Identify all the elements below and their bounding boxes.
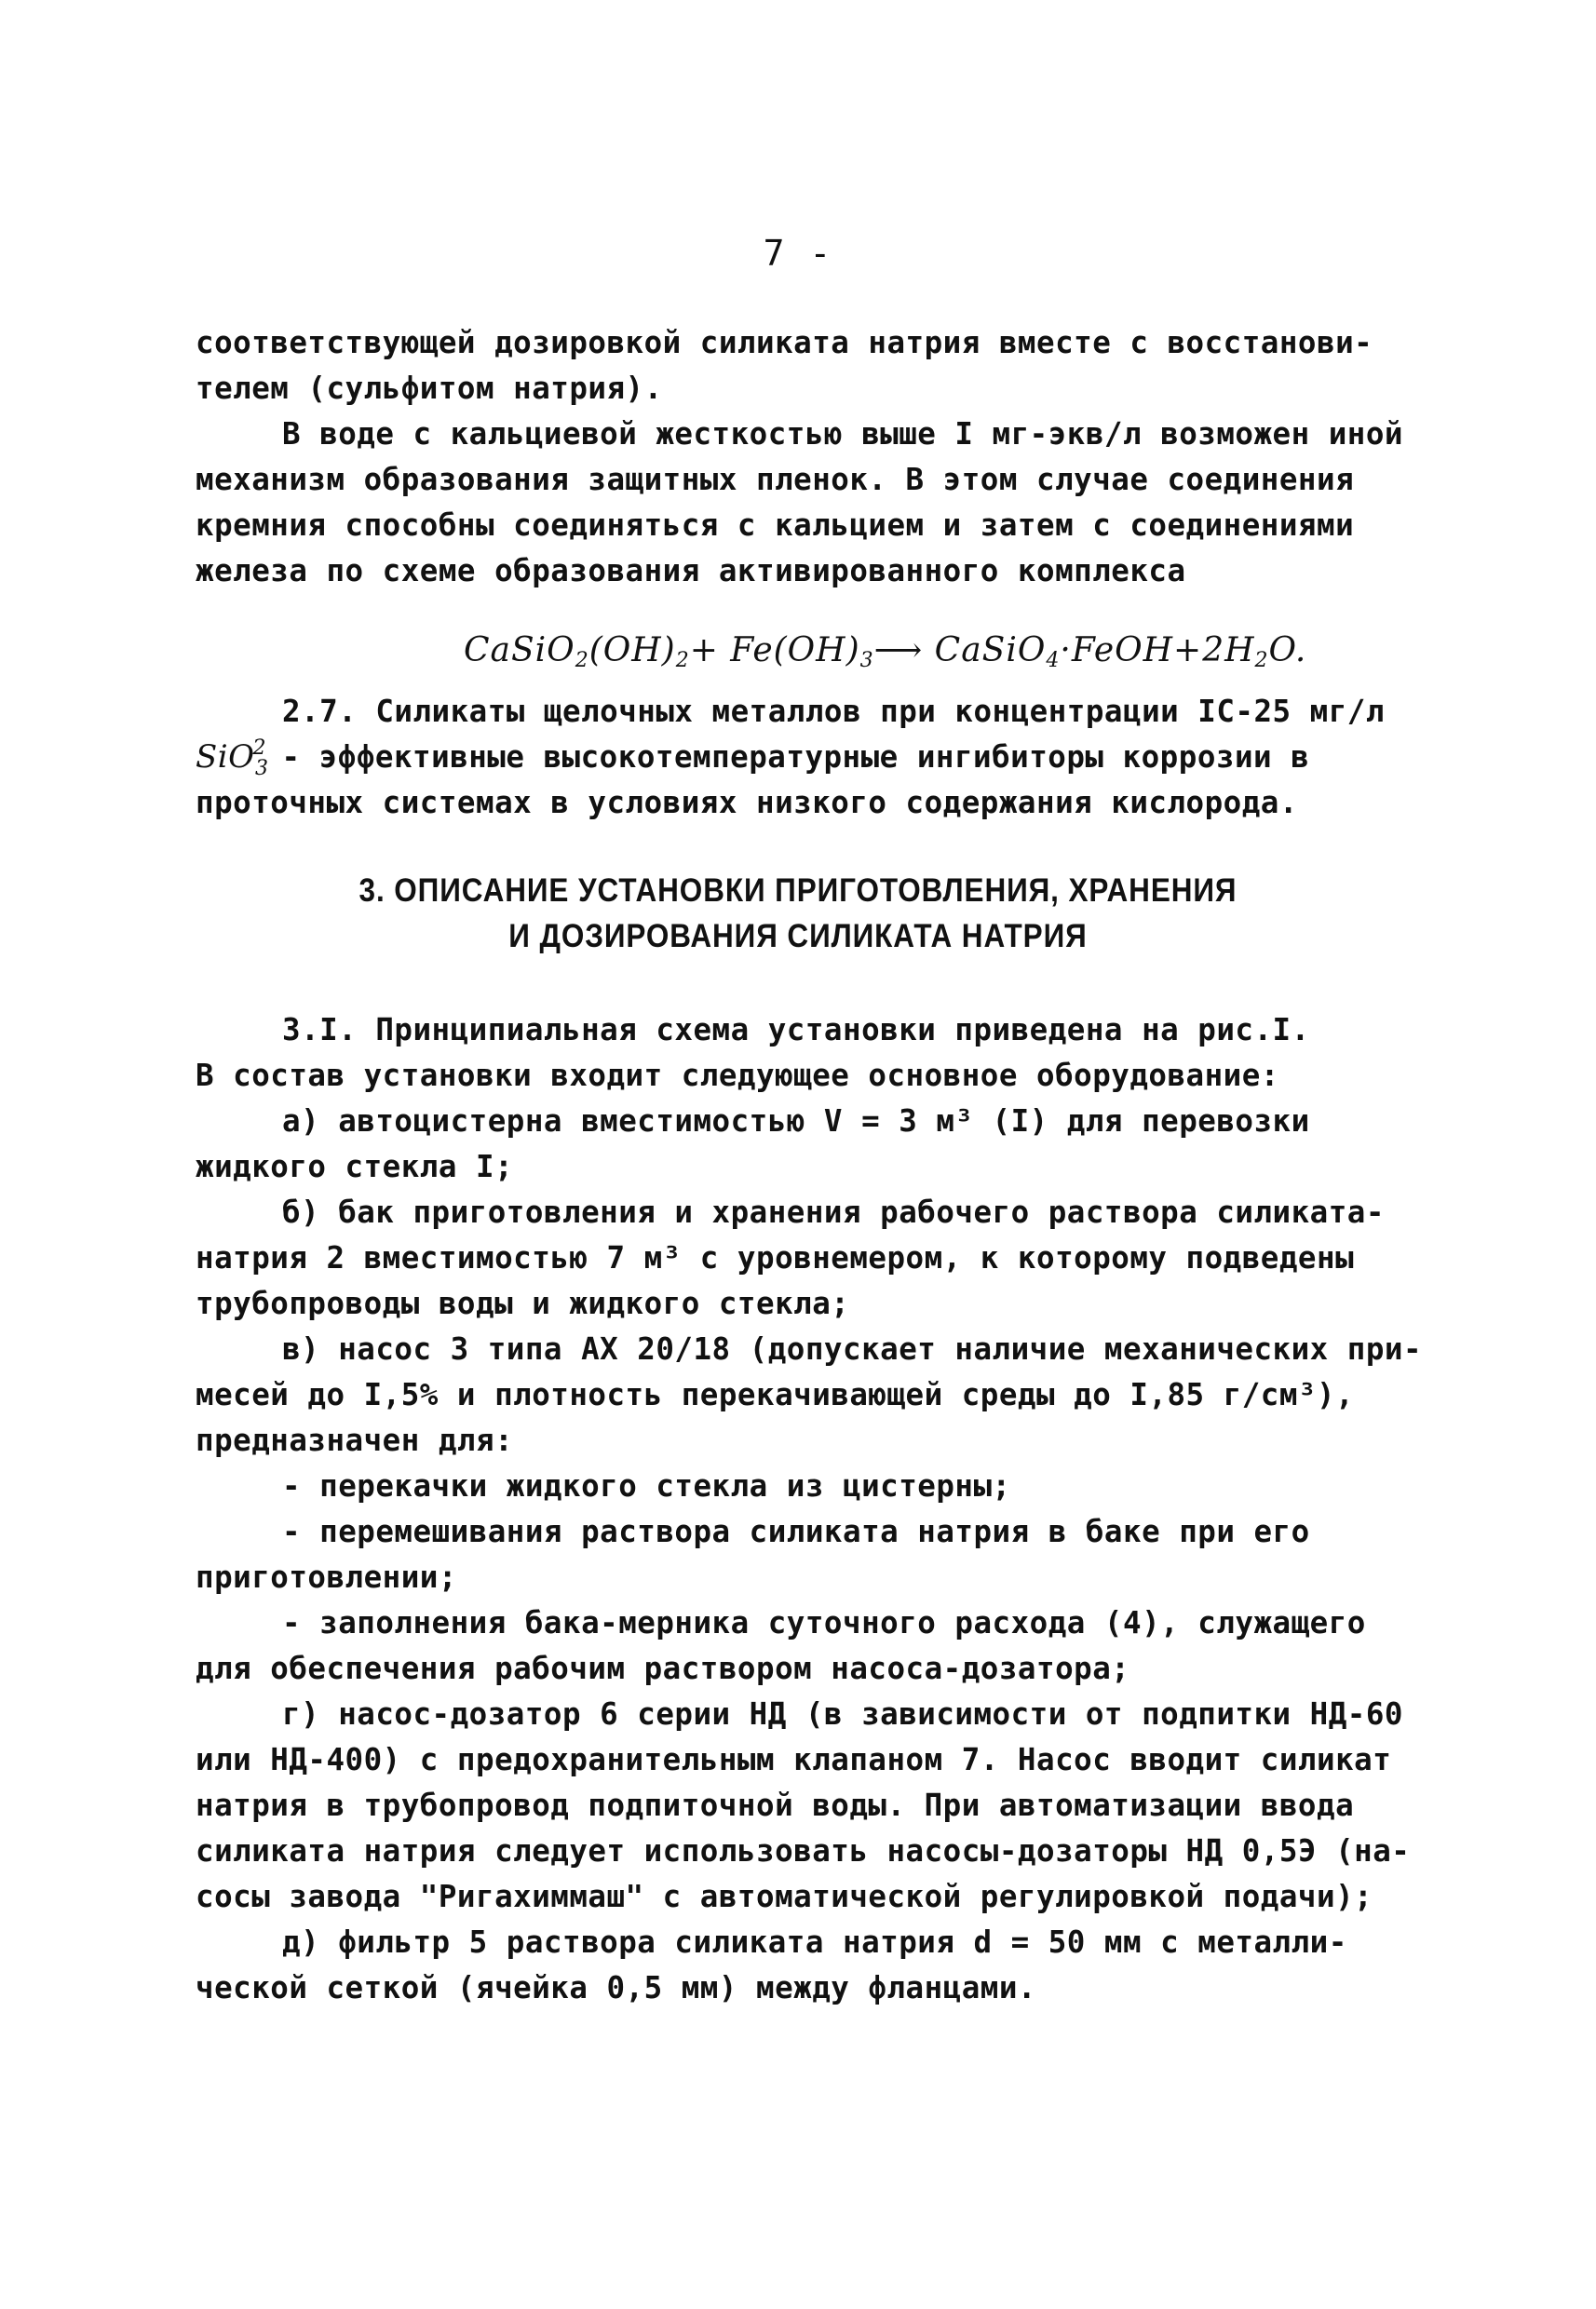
text-line: ческой сеткой (ячейка 0,5 мм) между фланцами. — [196, 1970, 1036, 2005]
text-line: жидкого стекла I; — [196, 1149, 514, 1184]
text-line: приготовлении; — [196, 1560, 457, 1595]
section-2-7-line: 2.7. Силикаты щелочных металлов при концентрации IC-25 мг/л — [282, 694, 1385, 729]
list-item: в) насос 3 типа АХ 20/18 (допускает наличие механических при- — [282, 1331, 1423, 1367]
chemical-formula: $CaSiO_2(OH)_2+$ $Fe(OH)_3⟶$ $CaSiO_4\cdot FeOH+2H_2O$. — [464, 631, 1307, 672]
section-2-7-line: проточных системах в условиях низкого содержания кислорода. — [196, 785, 1298, 820]
text-line: сосы завода "Ригахиммаш" с автоматической регулировкой подачи); — [196, 1879, 1373, 1914]
text-line: железа по схеме образования активированного комплекса — [196, 553, 1186, 588]
text-line: 3.I. Принципиальная схема установки приведена на рис.I. — [282, 1012, 1310, 1047]
text-line: натрия в трубопровод подпиточной воды. При автоматизации ввода — [196, 1788, 1355, 1823]
text-line: телем (сульфитом натрия). — [196, 371, 663, 406]
text-line: В состав установки входит следующее основное оборудование: — [196, 1058, 1279, 1093]
section-heading: 3. ОПИСАНИЕ УСТАНОВКИ ПРИГОТОВЛЕНИЯ, ХРАНЕНИЯ — [358, 872, 1238, 909]
text-line: соответствующей дозировкой силиката натрия вместе с восстанови- — [196, 325, 1373, 360]
text-line: натрия 2 вместимостью 7 м³ с уровнемером, к которому подведены — [196, 1240, 1355, 1276]
text-line: кремния способны соединяться с кальцием и затем с соединениями — [196, 507, 1355, 543]
text-line: трубопроводы воды и жидкого стекла; — [196, 1286, 850, 1321]
list-item: а) автоцистерна вместимостью V = 3 м³ (I) для перевозки — [282, 1103, 1310, 1139]
text-line: или НД-400) с предохранительным клапаном 7. Насос вводит силикат — [196, 1742, 1392, 1777]
section-heading: И ДОЗИРОВАНИЯ СИЛИКАТА НАТРИЯ — [508, 918, 1088, 954]
silicate-ion-formula: SiO$^2_3$ — [196, 736, 269, 780]
text-line: В воде с кальциевой жесткостью выше I мг-экв/л возможен иной — [282, 416, 1403, 452]
list-item: г) насос-дозатор 6 серии НД (в зависимости от подпитки НД-60 — [282, 1696, 1403, 1732]
list-item: б) бак приготовления и хранения рабочего раствора силиката- — [282, 1195, 1385, 1230]
text-line: месей до I,5% и плотность перекачивающей среды до I,85 г/см³), — [196, 1377, 1355, 1412]
list-item: д) фильтр 5 раствора силиката натрия d = 50 мм с металли- — [282, 1924, 1347, 1960]
list-item: - перекачки жидкого стекла из цистерны; — [282, 1468, 1011, 1504]
section-2-7-line: SiO$^2_3$ - эффективные высокотемпературные ингибиторы коррозии в — [196, 736, 1310, 780]
list-item: - перемешивания раствора силиката натрия в баке при его — [282, 1514, 1310, 1549]
text-line: силиката натрия следует использовать насосы-дозаторы НД 0,5Э (на- — [196, 1833, 1411, 1869]
text-line: предназначен для: — [196, 1423, 514, 1458]
page-number: 7 - — [763, 233, 833, 274]
list-item: - заполнения бака-мерника суточного расхода (4), служащего — [282, 1605, 1366, 1641]
text-line: для обеспечения рабочим раствором насоса-дозатора; — [196, 1651, 1130, 1686]
text-line: механизм образования защитных пленок. В этом случае соединения — [196, 462, 1355, 497]
